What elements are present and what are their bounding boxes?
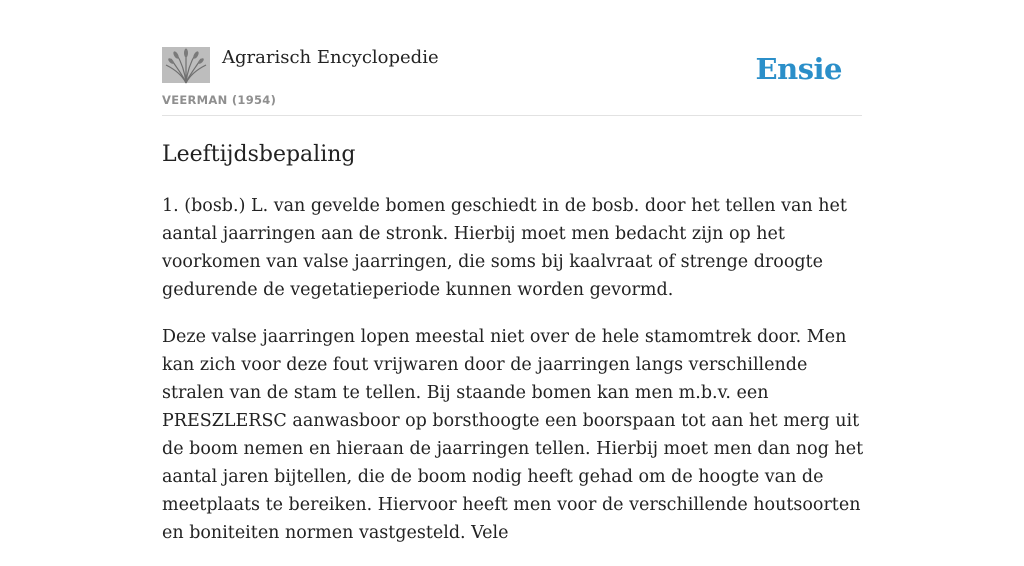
article-paragraph-1: 1. (bosb.) L. van gevelde bomen geschiedt in de bosb. door het tellen van het aantal jaarringen aan de stronk. Hierbij moet men bedacht zijn op het voorkomen van valse jaarringen, die soms bij kaalvraat of strenge droogte gedurende de vegetatieperiode kunnen worden gevormd. [162,196,847,300]
wheat-thumbnail-icon[interactable] [162,47,210,83]
source-author-year: VEERMAN (1954) [162,93,277,107]
article-paragraph-2: Deze valse jaarringen lopen meestal niet over de hele stamomtrek door. Men kan zich voor deze fout vrijwaren door de jaarringen langs verschillende stralen van de stam te tellen. Bij staande bomen kan men m.b.v. een PRESZLERSC aanwasboor op borsthoogte een boorspaan tot aan het merg uit de boom nemen en hieraan de jaarringen tellen. Hierbij moet men dan nog het aantal jaren bijtellen, die de boom nodig heeft gehad om de hoogte van de meetplaats te bereiken. Hiervoor heeft men voor de verschillende houtsoorten en boniteiten normen vastgesteld. Vele [162,327,864,543]
ensie-logo-link[interactable]: Ensie [755,52,842,86]
source-header [162,46,862,116]
source-name-link[interactable]: Agrarisch Encyclopedie [222,47,439,68]
article-body [162,192,864,566]
article-title: Leeftijdsbepaling [162,142,356,167]
